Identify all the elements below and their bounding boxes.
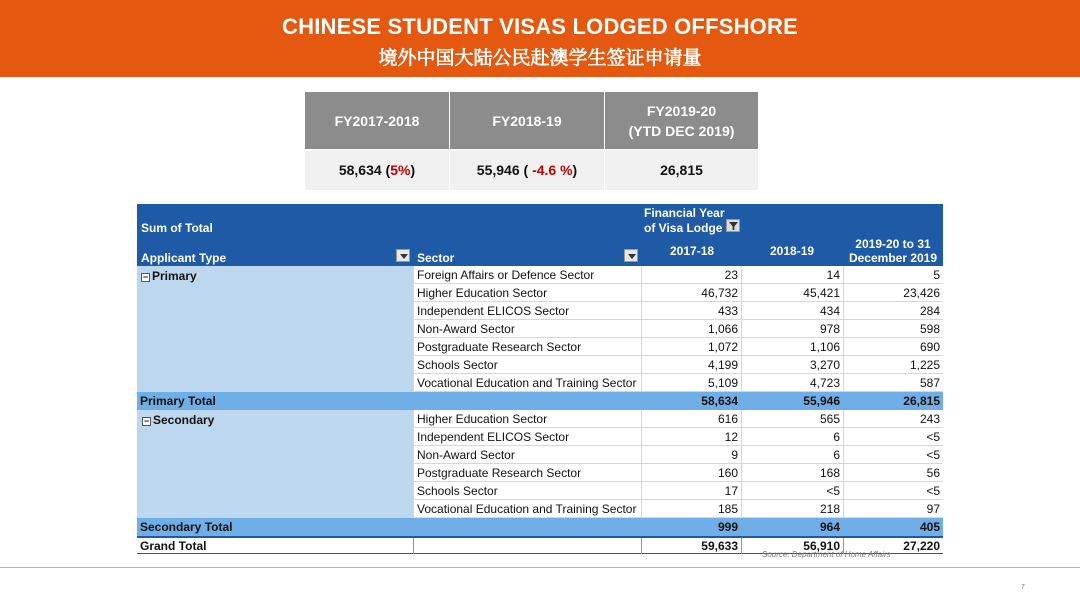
title-banner <box>0 0 1080 77</box>
sector-header: Sector <box>417 251 455 265</box>
financial-year-line2: of Visa Lodge <box>644 221 723 235</box>
value-cell: 4,199 <box>641 356 741 374</box>
value-cell: <5 <box>843 428 943 446</box>
value-cell: 4,723 <box>741 374 843 392</box>
sector-cell: Vocational Education and Training Sector <box>413 374 641 392</box>
table-row <box>137 500 943 518</box>
pivot-header <box>137 204 943 266</box>
sector-cell: Postgraduate Research Sector <box>413 464 641 482</box>
total-cell: 999 <box>717 520 738 534</box>
sector-cell: Schools Sector <box>413 482 641 500</box>
value-cell: 160 <box>641 464 741 482</box>
page-number: 7 <box>1021 584 1025 591</box>
value-cell: 284 <box>843 302 943 320</box>
table-row <box>137 482 943 500</box>
collapse-icon[interactable]: − <box>142 272 149 282</box>
col-header-2019-20-line2: December 2019 <box>848 251 938 265</box>
value-cell: 243 <box>843 410 943 428</box>
summary-header-fy2018: FY2018-19 <box>450 92 604 149</box>
applicant-type-dropdown-icon[interactable] <box>396 249 410 262</box>
value-cell: 433 <box>641 302 741 320</box>
collapse-icon[interactable]: − <box>143 416 150 426</box>
table-row <box>137 284 943 302</box>
value-cell: 598 <box>843 320 943 338</box>
summary-header-fy2019-line1: FY2019-20 <box>646 102 717 119</box>
title-english: CHINESE STUDENT VISAS LODGED OFFSHORE <box>282 14 798 39</box>
pct-open: ( <box>381 162 391 178</box>
grand-total-cell: 27,220 <box>843 538 943 554</box>
sector-cell: Independent ELICOS Sector <box>413 302 641 320</box>
sector-cell: Vocational Education and Training Sector <box>413 500 641 518</box>
title-chinese: 境外中国大陆公民赴澳学生签证申请量 <box>378 47 702 69</box>
value-cell: 14 <box>741 266 843 284</box>
total-cell: 55,946 <box>803 394 840 408</box>
value-cell: <5 <box>741 482 843 500</box>
applicant-type-header: Applicant Type <box>141 251 227 265</box>
financial-year-filter-icon[interactable] <box>726 219 740 232</box>
table-row <box>137 374 943 392</box>
table-row <box>137 320 943 338</box>
sector-cell: Independent ELICOS Sector <box>413 428 641 446</box>
value-cell: 6 <box>741 446 843 464</box>
sector-cell: Higher Education Sector <box>413 284 641 302</box>
value-cell: 56 <box>843 464 943 482</box>
table-row <box>137 410 943 428</box>
summary-header-fy2017: FY2017-2018 <box>305 92 449 149</box>
value-cell: 978 <box>741 320 843 338</box>
financial-year-line1: Financial Year <box>644 206 725 220</box>
pct-close: ) <box>410 162 416 178</box>
sector-cell: Schools Sector <box>413 356 641 374</box>
summary-value: 55,946 <box>476 162 520 178</box>
total-cell: 405 <box>919 520 940 534</box>
pct-change: 5% <box>390 162 411 178</box>
summary-value-fy2017 <box>305 150 449 190</box>
col-header-2018-19: 2018-19 <box>770 244 815 258</box>
value-cell: 1,066 <box>641 320 741 338</box>
secondary-total-label: Secondary Total <box>140 520 233 534</box>
financial-year-header <box>644 206 725 236</box>
summary-value-fy2018 <box>450 150 604 190</box>
col-header-2017-18: 2017-18 <box>670 244 715 258</box>
value-cell: 616 <box>641 410 741 428</box>
primary-total-label: Primary Total <box>140 394 216 408</box>
value-cell: 9 <box>641 446 741 464</box>
value-cell: 45,421 <box>741 284 843 302</box>
table-row <box>137 302 943 320</box>
total-cell: 58,634 <box>701 394 738 408</box>
value-cell: 17 <box>641 482 741 500</box>
summary-header-fy2019-line2: (YTD DEC 2019) <box>628 122 735 139</box>
value-cell: 97 <box>843 500 943 518</box>
value-cell: 5,109 <box>641 374 741 392</box>
value-cell: 6 <box>741 428 843 446</box>
sector-cell: Foreign Affairs or Defence Sector <box>413 266 641 284</box>
value-cell: 3,270 <box>741 356 843 374</box>
value-cell: 5 <box>843 266 943 284</box>
value-cell: 23 <box>641 266 741 284</box>
table-row <box>137 338 943 356</box>
sector-cell: Non-Award Sector <box>413 320 641 338</box>
value-cell: 185 <box>641 500 741 518</box>
sector-cell: Postgraduate Research Sector <box>413 338 641 356</box>
summary-table <box>305 92 758 190</box>
primary-label: Primary <box>152 269 197 283</box>
value-cell: 434 <box>741 302 843 320</box>
total-cell: 26,815 <box>903 394 940 408</box>
pct-change: -4.6 % <box>532 162 573 178</box>
grand-total-cell: 59,633 <box>641 538 741 554</box>
value-cell: 1,106 <box>741 338 843 356</box>
sector-cell: Higher Education Sector <box>413 410 641 428</box>
secondary-label: Secondary <box>153 413 215 427</box>
value-cell: 587 <box>843 374 943 392</box>
value-cell: 168 <box>741 464 843 482</box>
grand-total-label: Grand Total <box>140 539 207 553</box>
value-cell: <5 <box>843 482 943 500</box>
total-cell: 964 <box>819 520 840 534</box>
footer-divider <box>0 567 1080 568</box>
sum-of-total-label: Sum of Total <box>141 221 213 235</box>
secondary-total-row <box>137 518 943 536</box>
value-cell: 23,426 <box>843 284 943 302</box>
pivot-table <box>137 204 943 554</box>
value-cell: 690 <box>843 338 943 356</box>
value-cell: 46,732 <box>641 284 741 302</box>
col-header-2019-20-line1: 2019-20 to 31 <box>855 237 931 251</box>
table-row <box>137 356 943 374</box>
table-row <box>137 446 943 464</box>
summary-header-fy2019 <box>605 92 758 149</box>
sector-dropdown-icon[interactable] <box>624 249 638 262</box>
pct-close: ) <box>572 162 578 178</box>
table-row <box>137 464 943 482</box>
col-header-2019-20 <box>843 237 943 265</box>
summary-value-fy2019: 26,815 <box>605 150 758 190</box>
pct-open: ( <box>519 162 533 178</box>
table-row <box>137 266 943 284</box>
grand-total-cell: 56,910 <box>741 538 843 554</box>
table-row <box>137 428 943 446</box>
value-cell: 12 <box>641 428 741 446</box>
value-cell: <5 <box>843 446 943 464</box>
primary-total-row <box>137 392 943 410</box>
source-note: Source: Department of Home Affairs <box>762 550 891 559</box>
value-cell: 1,072 <box>641 338 741 356</box>
sector-cell: Non-Award Sector <box>413 446 641 464</box>
summary-value: 58,634 <box>338 162 382 178</box>
value-cell: 565 <box>741 410 843 428</box>
value-cell: 1,225 <box>843 356 943 374</box>
grand-total-blank-cell <box>413 538 641 554</box>
value-cell: 218 <box>741 500 843 518</box>
